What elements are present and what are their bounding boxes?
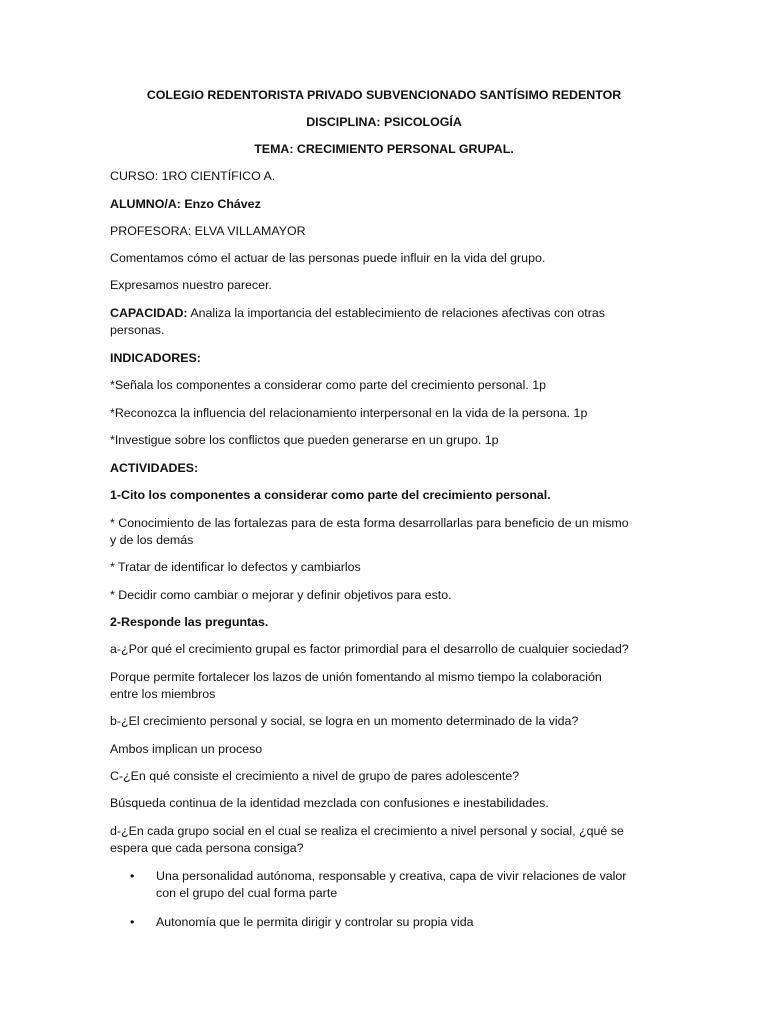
answer-a-line-1: Porque permite fortalecer los lazos de unión fomentando al mismo tiempo la colaboración xyxy=(110,670,602,684)
indicators-heading: INDICADORES: xyxy=(110,351,201,365)
activities-heading: ACTIVIDADES: xyxy=(110,461,199,475)
school-title: COLEGIO REDENTORISTA PRIVADO SUBVENCIONADO SANTÍSIMO REDENTOR xyxy=(146,88,622,102)
student-name: Enzo Chávez xyxy=(184,197,261,211)
question-a: a-¿Por qué el crecimiento grupal es factor primordial para el desarrollo de cualquier sociedad? xyxy=(110,642,629,656)
discipline-heading: DISCIPLINA: PSICOLOGÍA xyxy=(306,115,462,129)
answer-1-line: * Tratar de identificar lo defectos y cambiarlos xyxy=(110,560,361,574)
answer-b: Ambos implican un proceso xyxy=(110,742,263,756)
bullet-icon: • xyxy=(130,869,135,883)
question-b: b-¿El crecimiento personal y social, se logra en un momento determinado de la vida? xyxy=(110,714,579,728)
intro-line-1: Comentamos cómo el actuar de las personas puede influir en la vida del grupo. xyxy=(110,251,546,265)
answer-1-line: * Conocimiento de las fortalezas para de esta forma desarrollarlas para beneficio de un mismo xyxy=(110,516,629,530)
question-d-line-1: d-¿En cada grupo social en el cual se realiza el crecimiento a nivel personal y social, ¿qué se xyxy=(110,824,624,838)
indicator-item: *Señala los componentes a considerar como parte del crecimiento personal. 1p xyxy=(110,378,546,392)
question-1-title: 1-Cito los componentes a considerar como parte del crecimiento personal. xyxy=(110,488,551,502)
bullet-item-line-1: Una personalidad autónoma, responsable y creativa, capa de vivir relaciones de valor xyxy=(156,869,627,883)
student-label: ALUMNO/A: xyxy=(110,197,181,211)
bullet-item-line-2: con el grupo del cual forma parte xyxy=(156,886,338,900)
capacity-line xyxy=(110,305,605,322)
bullet-icon: • xyxy=(130,915,135,929)
question-2-title: 2-Responde las preguntas. xyxy=(110,615,269,629)
teacher-line: PROFESORA: ELVA VILLAMAYOR xyxy=(110,224,306,238)
answer-1-line: * Decidir como cambiar o mejorar y definir objetivos para esto. xyxy=(110,588,452,602)
capacity-line-2: personas. xyxy=(110,323,165,337)
answer-c: Búsqueda continua de la identidad mezclada con confusiones e inestabilidades. xyxy=(110,796,549,810)
question-d-line-2: espera que cada persona consiga? xyxy=(110,841,304,855)
student-line xyxy=(110,196,261,213)
capacity-text: Analiza la importancia del establecimiento de relaciones afectivas con otras xyxy=(187,306,605,320)
capacity-label: CAPACIDAD: xyxy=(110,306,188,320)
intro-line-2: Expresamos nuestro parecer. xyxy=(110,278,272,292)
indicator-item: *Investigue sobre los conflictos que pueden generarse en un grupo. 1p xyxy=(110,433,499,447)
answer-1-line: y de los demás xyxy=(110,533,194,547)
topic-heading: TEMA: CRECIMIENTO PERSONAL GRUPAL. xyxy=(254,142,514,156)
answer-a-line-2: entre los miembros xyxy=(110,687,216,701)
indicator-item: *Reconozca la influencia del relacionamiento interpersonal en la vida de la persona. 1p xyxy=(110,406,588,420)
course-line: CURSO: 1RO CIENTÍFICO A. xyxy=(110,169,276,183)
bullet-item-line-1: Autonomía que le permita dirigir y controlar su propia vida xyxy=(156,915,474,929)
question-c: C-¿En qué consiste el crecimiento a nivel de grupo de pares adolescente? xyxy=(110,769,520,783)
